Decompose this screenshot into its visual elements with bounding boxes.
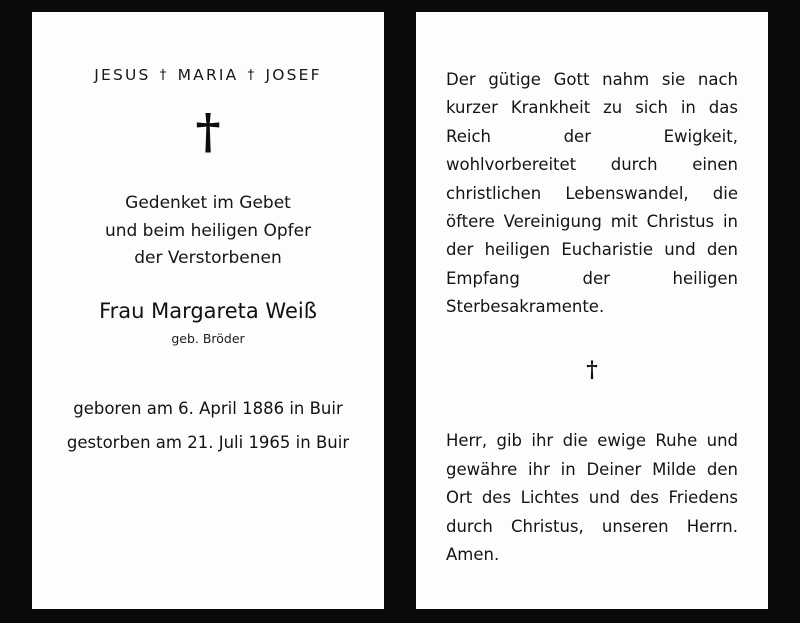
memorial-card-right-page [416,12,768,609]
obituary-paragraph: Der gütige Gott nahm sie nach kurzer Krankheit zu sich in das Reich der Ewigkeit, wohlvorbereitet durch einen christlichen Lebenswandel, die öftere Vereinigung mit Christus in der heiligen Eucharistie und den Empfang der heiligen Sterbesakramente. [446,70,738,316]
invocation-jesus: JESUS [94,66,151,84]
invocation-line [58,66,358,84]
birth-date-line: geboren am 6. April 1886 in Buir [73,398,343,418]
prayer-paragraph: Herr, gib ihr die ewige Ruhe und gewähre ihr in Deiner Milde den Ort des Lichtes und des Friedens durch Christus, unseren Herrn. Amen. [446,431,738,564]
small-cross-icon: † [586,357,598,384]
deceased-name: Frau Margareta Weiß [99,298,317,323]
memorial-card-left-page [32,12,384,609]
right-page-content [416,12,768,609]
large-cross-icon: † [195,104,221,160]
remembrance-line-2: und beim heiligen Opfer [104,220,312,241]
death-date-line: gestorben am 21. Juli 1965 in Buir [66,433,350,453]
remembrance-text [58,190,358,273]
life-dates [58,392,358,461]
left-page-content [32,12,384,609]
remembrance-line-3: der Verstorbenen [134,248,282,269]
cross-icon-1: † [159,68,169,83]
cross-icon-2: † [247,68,257,83]
remembrance-line-1: Gedenket im Gebet [125,193,291,213]
invocation-josef: JOSEF [265,66,322,84]
invocation-maria: MARIA [177,66,239,84]
deceased-maiden-name: geb. Bröder [171,330,245,346]
